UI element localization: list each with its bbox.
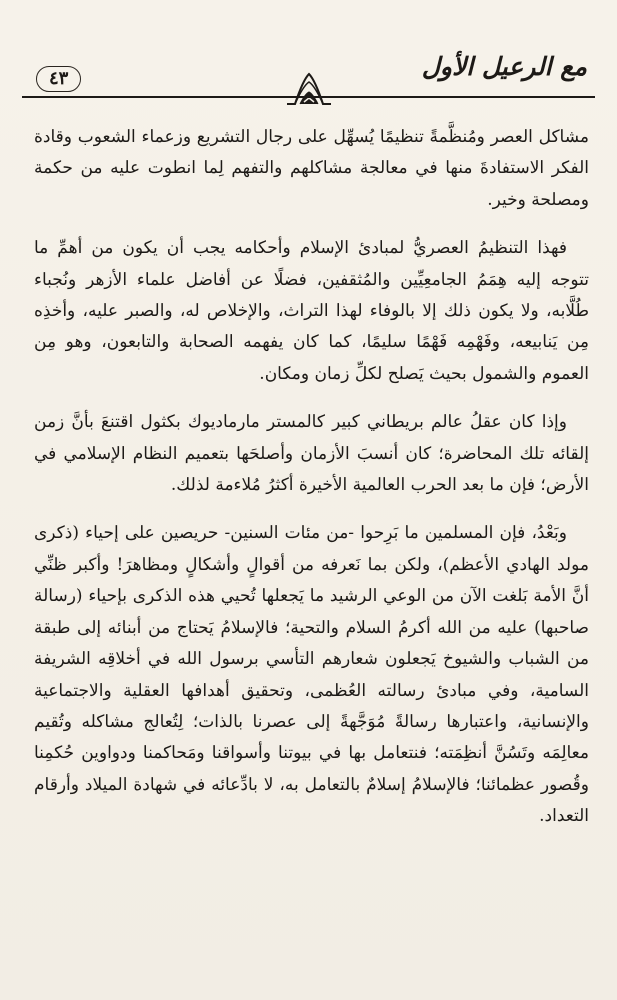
- body-text: [34, 122, 589, 850]
- page-number: ٤٣: [36, 66, 81, 92]
- header-rule: [22, 96, 595, 98]
- paragraph: مشاكل العصر ومُنظَّمةً تنظيمًا يُسهِّل على رجال التشريع وزعماء الشعوب وقادة الفكر الاستفادةَ منها في معالجة مشاكلهم والتفهم لِما انطوت عليه من حكمة ومصلحة وخير.: [34, 127, 589, 210]
- paragraph: وإذا كان عقلُ عالم بريطاني كبير كالمستر مارماديوك بكثول اقتنعَ بأنَّ زمن إلقائه تلك المحاضرة؛ كان أنسبَ الأزمان وأصلحَها بتعميم النظام الإسلامي في الأرض؛ فإن ما بعد الحرب العالمية الأخيرة أكثرُ مُلاءمة لذلك.: [34, 412, 589, 496]
- book-ornament-icon: [283, 68, 335, 108]
- paragraph: وبَعْدُ، فإن المسلمين ما بَرِحوا -من مئات السنين- حريصين على إحياء (ذكرى مولد الهادي الأعظم)، ولكن بما نَعرفه من أقوالٍ وأشكالٍ ومظاهرَ! وأكبر ظنِّي أنَّ الأمة بَلغت الآن من الوعي الرشيد ما يَجعلها تُحيي هذه الذكرى بإحياء (رسالة صاحبها) عليه من الله أكرمُ السلام والتحية؛ فالإسلامُ يَحتاج من أبنائه إلى طبقة من الشباب والشيوخ يَجعلون شعارهم التأسي برسول الله في أخلاقِه الشريفة السامية، وفي مبادئ رسالته العُظمى، وتحقيق أهدافها العقلية والاجتماعية والإنسانية، واعتبارها رسالةً مُوَجَّهةً إلى عصرنا بالذات؛ لِتُعالج مشاكله وتُقيم معالِمَه وتَسُنَّ أنظِمَته؛ فنتعامل بها في بيوتنا وأسواقنا ومَحاكمنا ودواوين حُكمِنا وقُصور عظمائنا؛ فالإسلامُ إسلامٌ بالتعامل به، لا بادِّعائه في شهادة الميلاد وأرقام التعداد.: [34, 523, 589, 827]
- page-header: [22, 48, 595, 108]
- paragraph: فهذا التنظيمُ العصريُّ لمبادئ الإسلام وأحكامه يجب أن يكون من أهمِّ ما تتوجه إليه هِمَمُ الجامعِيِّين والمُثقفين، فضلًا عن أفاضل علماء الأزهر ونُجباء طُلَّابه، ولا يكون ذلك إلا بالوفاء لهذا التراث، والإخلاص له، والصبر عليه، وأخذِه مِن يَنابيعه، وفَهْمِه فَهْمًا سليمًا، كما كان يفهمه الصحابة والتابعون، وهو مِن العموم والشمول بحيث يَصلح لكلِّ زمان ومكان.: [34, 238, 589, 384]
- running-title: مع الرعيل الأول: [421, 52, 587, 81]
